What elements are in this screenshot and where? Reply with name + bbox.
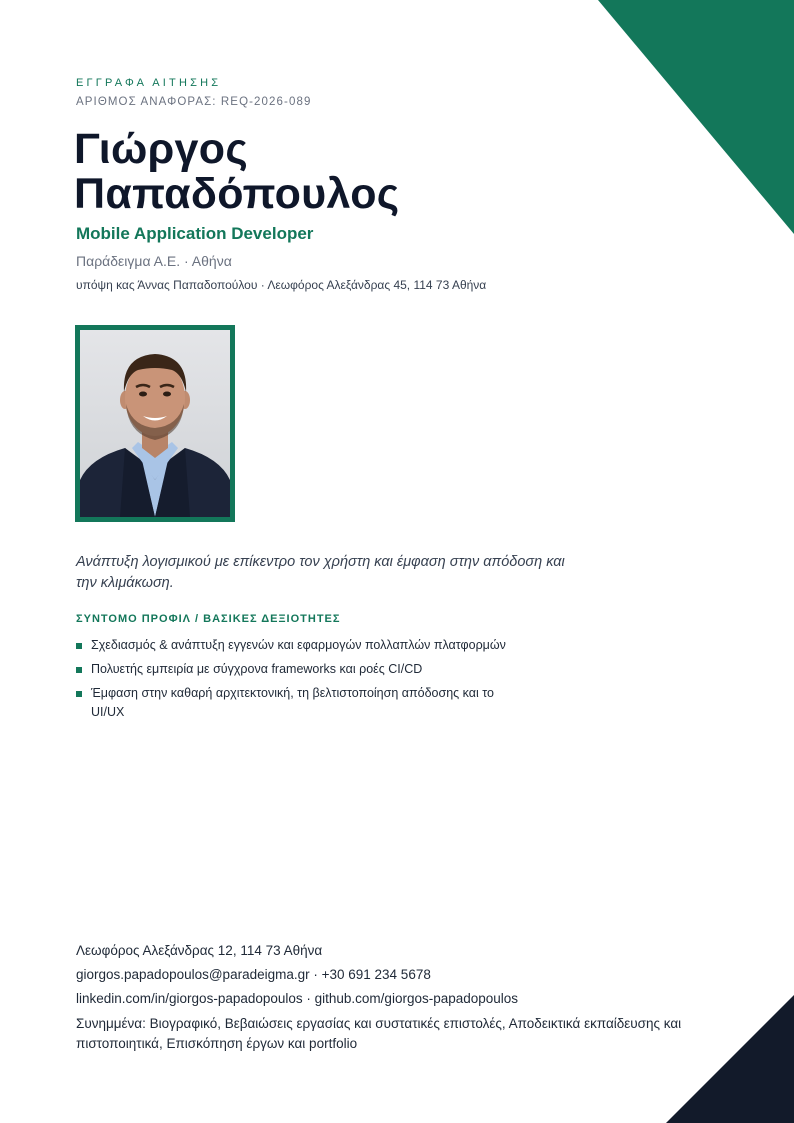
square-bullet-icon <box>76 643 82 649</box>
contact-block <box>76 942 696 1054</box>
contact-email-phone: giorgos.papadopoulos@paradeigma.gr · +30 691 234 5678 <box>76 967 431 982</box>
company-line: Παράδειγμα Α.Ε. · Αθήνα <box>76 253 232 269</box>
applicant-photo <box>75 325 235 522</box>
reference-number: ΑΡΙΘΜΟΣ ΑΝΑΦΟΡΑΣ: REQ-2026-089 <box>76 96 312 108</box>
list-item <box>76 636 516 655</box>
attachments-list: Συνημμένα: Βιογραφικό, Βεβαιώσεις εργασίας και συστατικές επιστολές, Αποδεικτικά εκπαίδευσης και πιστοποιητικά, Επισκόπηση έργων και portfolio <box>76 1016 682 1051</box>
skill-text: Πολυετής εμπειρία με σύγχρονα frameworks και ροές CI/CD <box>91 662 423 676</box>
top-right-accent-triangle <box>598 0 794 234</box>
professional-tagline: Ανάπτυξη λογισμικού με επίκεντρο τον χρήστη και έμφαση στην απόδοση και την κλιμάκωση. <box>76 554 565 591</box>
portrait-illustration <box>80 330 230 517</box>
skill-text: Σχεδιασμός & ανάπτυξη εγγενών και εφαρμογών πολλαπλών πλατφορμών <box>91 638 506 652</box>
document-kicker: ΕΓΓΡΑΦΑ ΑΙΤΗΣΗΣ <box>76 77 222 89</box>
applicant-name <box>74 127 594 217</box>
skill-text: Έμφαση στην καθαρή αρχιτεκτονική, τη βελτιστοποίηση απόδοσης και το UI/UX <box>91 686 494 719</box>
profile-section-heading: ΣΥΝΤΟΜΟ ΠΡΟΦΙΛ / ΒΑΣΙΚΕΣ ΔΕΞΙΟΤΗΤΕΣ <box>76 613 341 625</box>
list-item <box>76 660 516 679</box>
contact-address: Λεωφόρος Αλεξάνδρας 12, 114 73 Αθήνα <box>76 943 323 958</box>
attention-line: υπόψη κας Άννας Παπαδοπούλου · Λεωφόρος Αλεξάνδρας 45, 114 73 Αθήνα <box>76 278 487 292</box>
job-title: Mobile Application Developer <box>76 224 314 243</box>
list-item <box>76 684 516 722</box>
applicant-first-name: Γιώργος <box>74 125 248 173</box>
square-bullet-icon <box>76 667 82 673</box>
skills-list <box>76 636 516 727</box>
applicant-last-name: Παπαδόπουλος <box>74 170 400 218</box>
square-bullet-icon <box>76 691 82 697</box>
contact-links: linkedin.com/in/giorgos-papadopoulos · github.com/giorgos-papadopoulos <box>76 991 519 1006</box>
